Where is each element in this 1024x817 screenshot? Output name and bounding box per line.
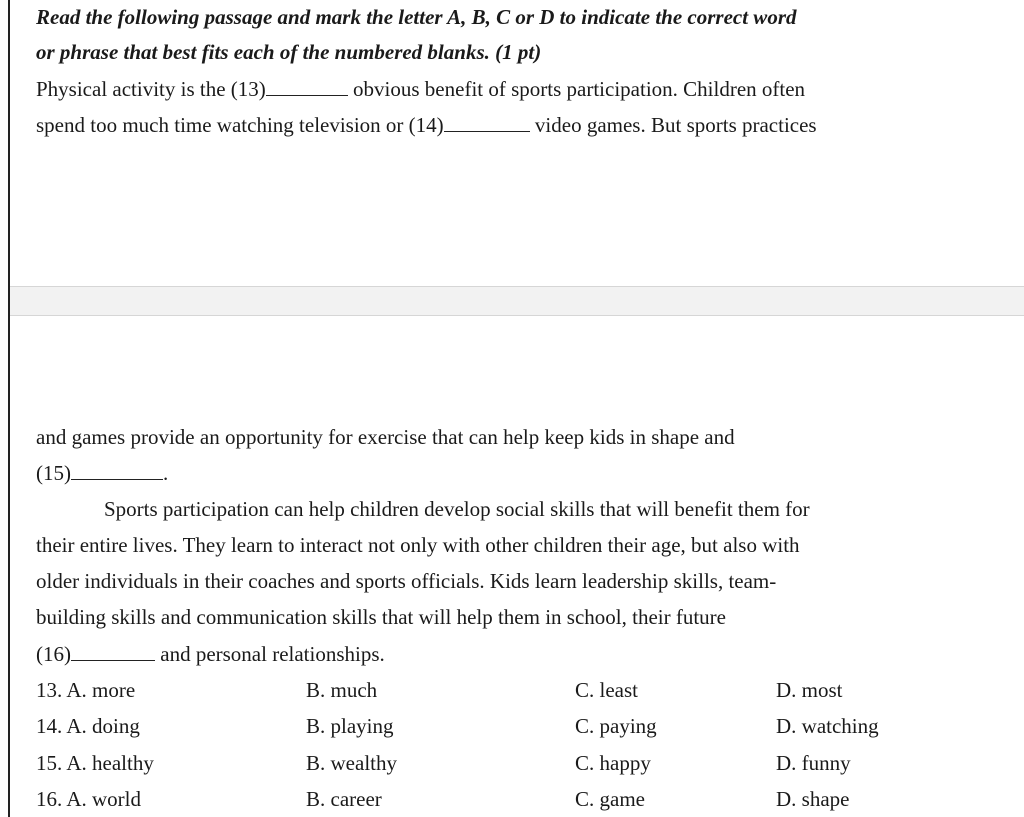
passage-text: (15) xyxy=(36,461,71,485)
passage-line-2 xyxy=(36,112,817,138)
option-13-b: B. much xyxy=(306,678,378,702)
option-14-c: C. paying xyxy=(575,714,657,738)
page-break-gap xyxy=(10,286,1024,316)
passage-text: spend too much time watching television or (14) xyxy=(36,113,444,137)
option-14-a: 14. A. doing xyxy=(36,714,140,738)
instruction-line-1: Read the following passage and mark the letter A, B, C or D to indicate the correct word xyxy=(36,5,797,29)
option-13-a: 13. A. more xyxy=(36,678,136,702)
passage-line-5: Sports participation can help children develop social skills that will benefit them for xyxy=(104,497,810,521)
option-14-d: D. watching xyxy=(776,714,879,738)
option-16-c: C. game xyxy=(575,787,645,811)
option-15-b: B. wealthy xyxy=(306,751,397,775)
passage-line-4 xyxy=(36,460,168,486)
passage-text: (16) xyxy=(36,642,71,666)
option-15-c: C. happy xyxy=(575,751,651,775)
passage-text: . xyxy=(163,461,169,485)
option-15-a: 15. A. healthy xyxy=(36,751,154,775)
passage-line-7: older individuals in their coaches and sports officials. Kids learn leadership skills, team- xyxy=(36,569,777,593)
option-15-d: D. funny xyxy=(776,751,851,775)
passage-line-3: and games provide an opportunity for exercise that can help keep kids in shape and xyxy=(36,425,735,449)
option-16-a: 16. A. world xyxy=(36,787,141,811)
option-14-b: B. playing xyxy=(306,714,394,738)
passage-text: Physical activity is the (13) xyxy=(36,77,266,101)
blank-13 xyxy=(266,77,348,96)
blank-15 xyxy=(71,461,163,480)
option-13-d: D. most xyxy=(776,678,843,702)
passage-text: and personal relationships. xyxy=(160,642,385,666)
passage-line-6: their entire lives. They learn to interact not only with other children their age, but also with xyxy=(36,533,800,557)
passage-text: video games. But sports practices xyxy=(534,113,817,137)
instruction-line-2: or phrase that best fits each of the numbered blanks. (1 pt) xyxy=(36,40,542,64)
passage-text: obvious benefit of sports participation. Children often xyxy=(353,77,806,101)
option-13-c: C. least xyxy=(575,678,638,702)
option-16-d: D. shape xyxy=(776,787,850,811)
passage-line-9 xyxy=(36,641,385,667)
passage-line-1 xyxy=(36,76,805,102)
passage-line-8: building skills and communication skills that will help them in school, their future xyxy=(36,605,726,629)
blank-14 xyxy=(444,113,530,132)
option-16-b: B. career xyxy=(306,787,382,811)
blank-16 xyxy=(71,642,155,661)
